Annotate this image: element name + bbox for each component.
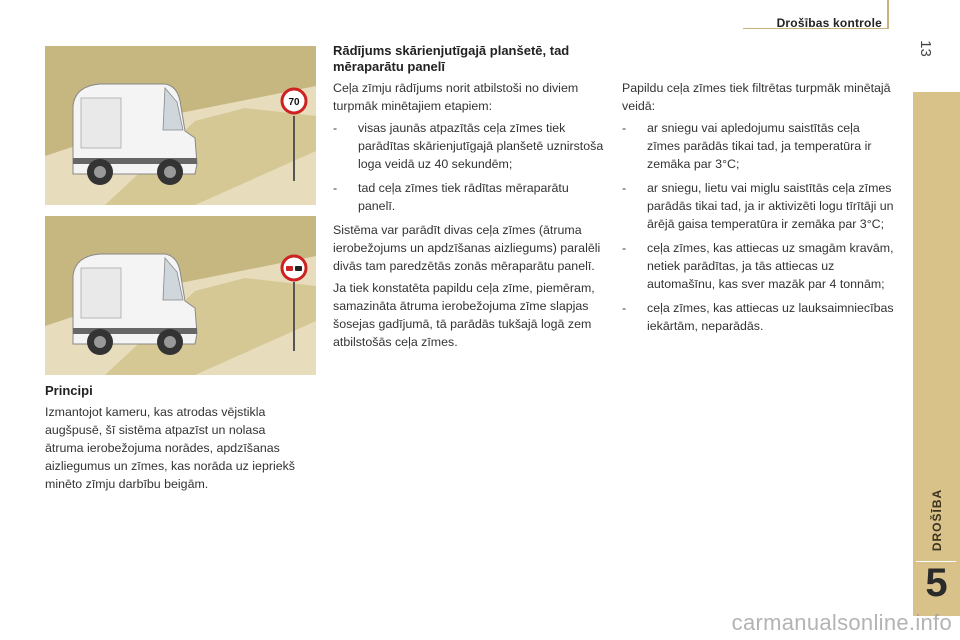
- chapter-number: 5: [925, 561, 948, 605]
- display-heading: Rādījums skārienjutīgajā planšetē, tad mēraparātu panelī: [333, 43, 570, 74]
- chapter-tab-label: DROŠĪBA: [929, 488, 944, 552]
- page-number: 13: [917, 40, 935, 57]
- van-icon: [73, 254, 197, 355]
- no-overtaking-sign-icon: [282, 256, 306, 280]
- principles-heading: Principi: [45, 383, 93, 398]
- section-title: Drošības kontrole: [776, 16, 882, 30]
- list-item: - ar sniegu vai apledojumu saistītās ceļa zīmes parādās tikai tad, ja temperatūra ir zemāka par 3°C;: [622, 121, 872, 171]
- van-icon: [73, 84, 197, 185]
- list-item: - tad ceļa zīmes tiek rādītas mēraparātu panelī.: [333, 181, 569, 213]
- filter-section: [622, 79, 894, 341]
- display-paragraph: Ja tiek konstatēta papildu ceļa zīme, piemēram, samazināta ātruma ierobežojuma zīme slapjas šosejas gadījumā, tā parādās tukšajā logā zem atbilstošās ceļa zīmes.: [333, 281, 595, 349]
- principles-text: Izmantojot kameru, kas atrodas vējstikla augšpusē, šī sistēma atpazīst un nolasa ātruma ierobežojuma norādes, apdzīšanas aizliegumus un zīmes, kas norāda uz iepriekš minēto zīmju darbību beigām.: [45, 405, 295, 491]
- watermark: carmanualsonline.info: [731, 610, 952, 635]
- list-item: - ceļa zīmes, kas attiecas uz lauksaimniecības iekārtām, neparādās.: [622, 301, 894, 333]
- van-speed-sign-illustration: [45, 46, 316, 205]
- filter-intro: Papildu ceļa zīmes tiek filtrētas turpmāk minētajā veidā:: [622, 81, 891, 113]
- list-item: - ceļa zīmes, kas attiecas uz smagām kravām, netiek parādītas, ja tās attiecas uz automašīnu, kas sver mazāk par 4 tonnām;: [622, 241, 894, 291]
- list-item: - ar sniegu, lietu vai miglu saistītās ceļa zīmes parādās tikai tad, ja ir aktivizēti logu tīrītāji un ārējā gaisa temperatūra ir zemāka par 3°C;: [622, 181, 894, 231]
- van-no-overtaking-illustration: [45, 216, 316, 375]
- speed-limit-text: 70: [288, 97, 300, 108]
- display-section: [333, 79, 605, 355]
- display-paragraph: Sistēma var parādīt divas ceļa zīmes (ātruma ierobežojums un apdzīšanas aizliegums) paralēli divās tam paredzētās zonās mēraparātu panelī.: [333, 223, 601, 273]
- display-intro: Ceļa zīmju rādījums norit atbilstoši no diviem turpmāk minētajiem etapiem:: [333, 81, 579, 113]
- list-item: - visas jaunās atpazītās ceļa zīmes tiek parādītas skārienjutīgajā planšetē uznirstoša loga veidā uz 40 sekundēm;: [333, 121, 604, 171]
